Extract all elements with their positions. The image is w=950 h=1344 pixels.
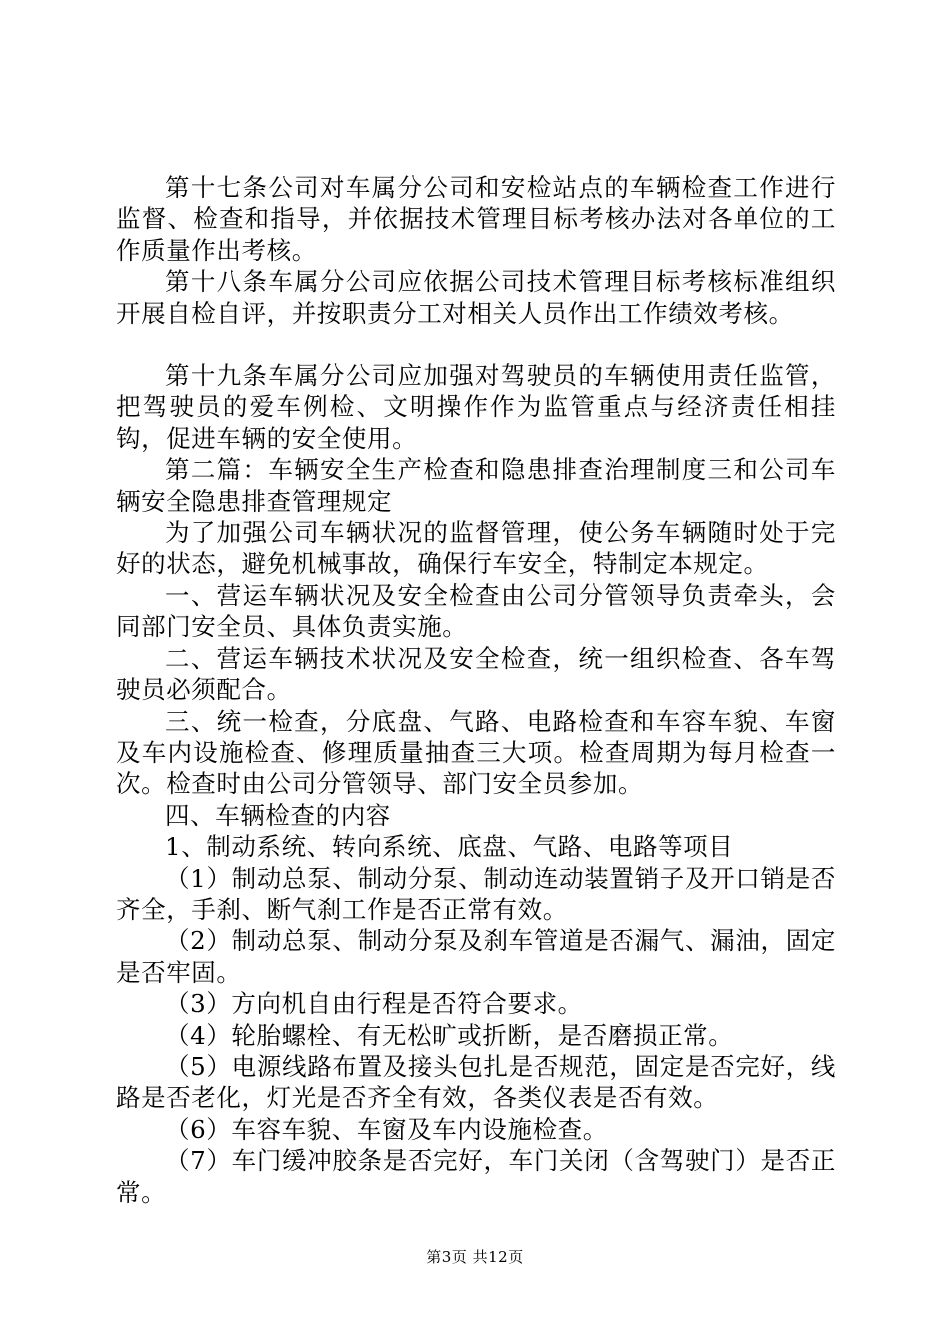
paragraph-article-17: 第十七条公司对车属分公司和安检站点的车辆检查工作进行监督、检查和指导，并依据技术管理目标考核办法对各单位的工作质量作出考核。 [116, 173, 836, 265]
subsection-heading: 1、制动系统、转向系统、底盘、气路、电路等项目 [165, 832, 734, 862]
paragraph-item-2: 二、营运车辆技术状况及安全检查，统一组织检查、各车驾驶员必须配合。 [116, 643, 836, 705]
page-number-footer: 第3页 共12页 [426, 1248, 524, 1266]
paragraph-intro: 为了加强公司车辆状况的监督管理，使公务车辆随时处于完好的状态，避免机械事故，确保行车安全，特制定本规定。 [116, 518, 836, 579]
check-item-2: （2）制动总泵、制动分泵及刹车管道是否漏气、漏油，固定是否牢固。 [116, 926, 836, 987]
paragraph-article-19: 第十九条车属分公司应加强对驾驶员的车辆使用责任监管，把驾驶员的爱车例检、文明操作作为监管重点与经济责任相挂钩，促进车辆的安全使用。 [116, 361, 836, 453]
paragraph-item-4: 四、车辆检查的内容 [165, 800, 391, 830]
section-heading: 第二篇：车辆安全生产检查和隐患排查治理制度三和公司车辆安全隐患排查管理规定 [116, 455, 836, 516]
check-item-4: （4）轮胎螺栓、有无松旷或折断，是否磨损正常。 [165, 1020, 734, 1050]
check-item-1: （1）制动总泵、制动分泵、制动连动装置销子及开口销是否齐全，手刹、断气刹工作是否正常有效。 [116, 863, 836, 924]
paragraph-item-1: 一、营运车辆状况及安全检查由公司分管领导负责牵头，会同部门安全员、具体负责实施。 [116, 580, 836, 642]
document-body [116, 172, 836, 1208]
paragraph-article-18: 第十八条车属分公司应依据公司技术管理目标考核标准组织开展自检自评，并按职责分工对相关人员作出工作绩效考核。 [116, 267, 836, 328]
check-item-3: （3）方向机自由行程是否符合要求。 [165, 989, 583, 1019]
paragraph-item-3: 三、统一检查，分底盘、气路、电路检查和车容车貌、车窗及车内设施检查、修理质量抽查三大项。检查周期为每月检查一次。检查时由公司分管领导、部门安全员参加。 [116, 706, 836, 799]
check-item-7: （7）车门缓冲胶条是否完好，车门关闭（含驾驶门）是否正常。 [116, 1146, 836, 1207]
check-item-5: （5）电源线路布置及接头包扎是否规范，固定是否完好，线路是否老化，灯光是否齐全有效，各类仪表是否有效。 [116, 1051, 836, 1113]
check-item-6: （6）车容车貌、车窗及车内设施检查。 [165, 1114, 608, 1144]
